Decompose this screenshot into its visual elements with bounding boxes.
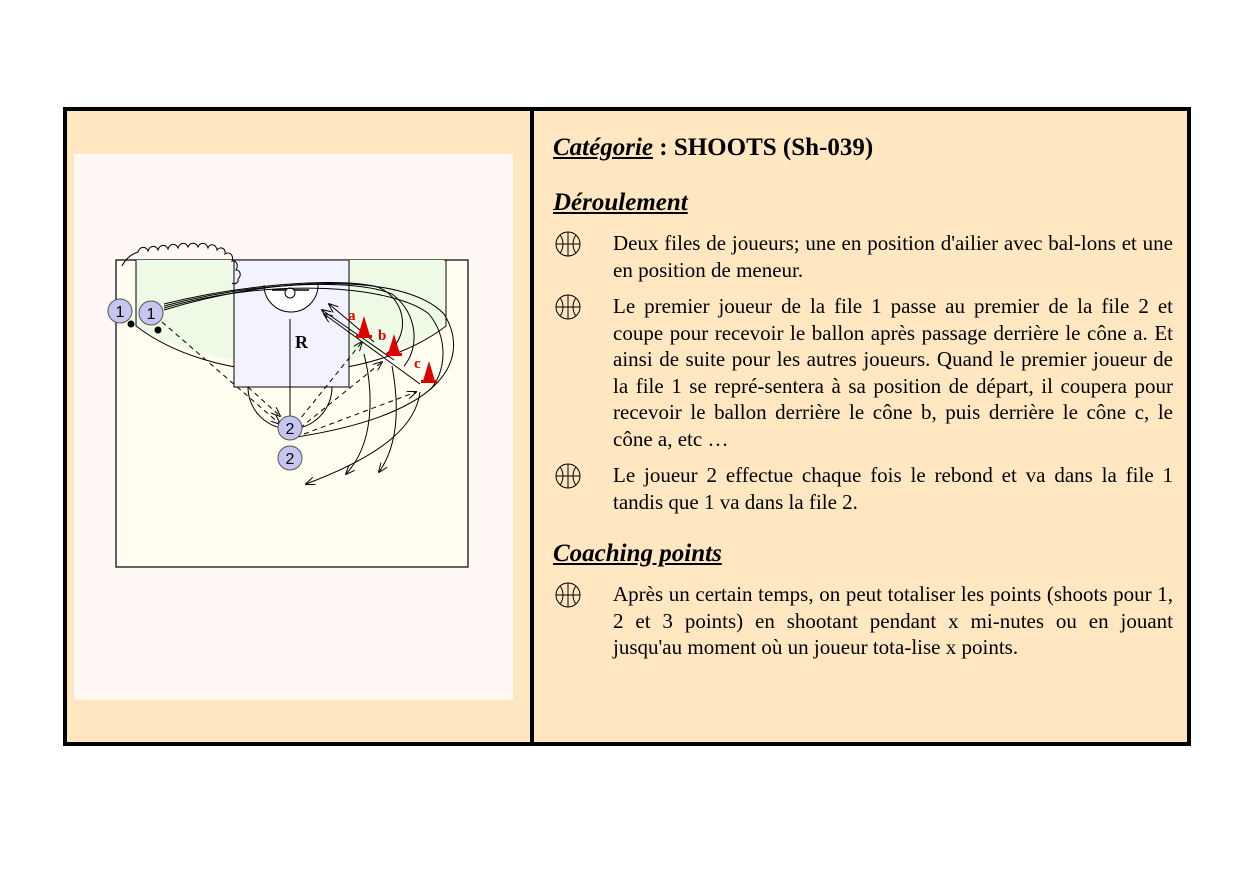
list-item-text: Deux files de joueurs; une en position d'ailier avec bal-lons et une en position de meneur. (613, 231, 1173, 282)
court-diagram (74, 154, 513, 700)
basket (285, 288, 295, 298)
player-1-back (108, 299, 132, 323)
drill-card (63, 107, 1191, 746)
basketball-icon (553, 462, 583, 490)
svg-text:a: a (348, 308, 356, 324)
list-item (553, 462, 1173, 515)
court-svg (74, 154, 513, 700)
category-label: Catégorie (553, 134, 653, 161)
player-2-front (278, 416, 302, 440)
section-heading-coaching: Coaching points (553, 540, 722, 567)
text-panel (553, 129, 1173, 661)
rebounder-label: R (295, 332, 308, 352)
key-area (234, 260, 349, 387)
category-title (553, 131, 1173, 165)
svg-text:2: 2 (285, 421, 295, 438)
category-value: SHOOTS (Sh-039) (673, 134, 874, 161)
list-item (553, 293, 1173, 452)
deroulement-list (553, 230, 1173, 515)
list-item (553, 230, 1173, 283)
svg-text:b: b (378, 328, 387, 344)
coaching-list (553, 581, 1173, 661)
player-2-back (278, 446, 302, 470)
list-item (553, 581, 1173, 661)
basketball-icon (553, 581, 583, 609)
svg-text:2: 2 (285, 451, 295, 468)
section-heading-deroulement: Déroulement (553, 189, 688, 216)
svg-text:1: 1 (146, 306, 156, 323)
svg-text:1: 1 (115, 304, 125, 321)
column-divider (530, 111, 534, 742)
ball-2 (155, 327, 162, 334)
player-1-front (139, 301, 163, 325)
list-item-text: Le premier joueur de la file 1 passe au premier de la file 2 et coupe pour recevoir le ballon après passage derrière le cône a. Et ainsi de suite pour les autres joueurs. Quand le premier joueur de la file 1 se repré-sentera à sa position de départ, il coupera pour recevoir le ballon derrière le cône b, puis derrière le cône c, le cône a, etc … (613, 294, 1173, 451)
list-item-text: Le joueur 2 effectue chaque fois le rebond et va dans la file 1 tandis que 1 va dans la file 2. (613, 463, 1173, 514)
basketball-icon (553, 293, 583, 321)
ball-1 (128, 321, 135, 328)
category-separator: : (653, 134, 674, 161)
svg-text:c: c (414, 356, 421, 372)
list-item-text: Après un certain temps, on peut totaliser les points (shoots pour 1, 2 et 3 points) en shootant pendant x mi-nutes ou en jouant jusqu'au moment où un joueur tota-lise x points. (613, 582, 1173, 659)
basketball-icon (553, 230, 583, 258)
